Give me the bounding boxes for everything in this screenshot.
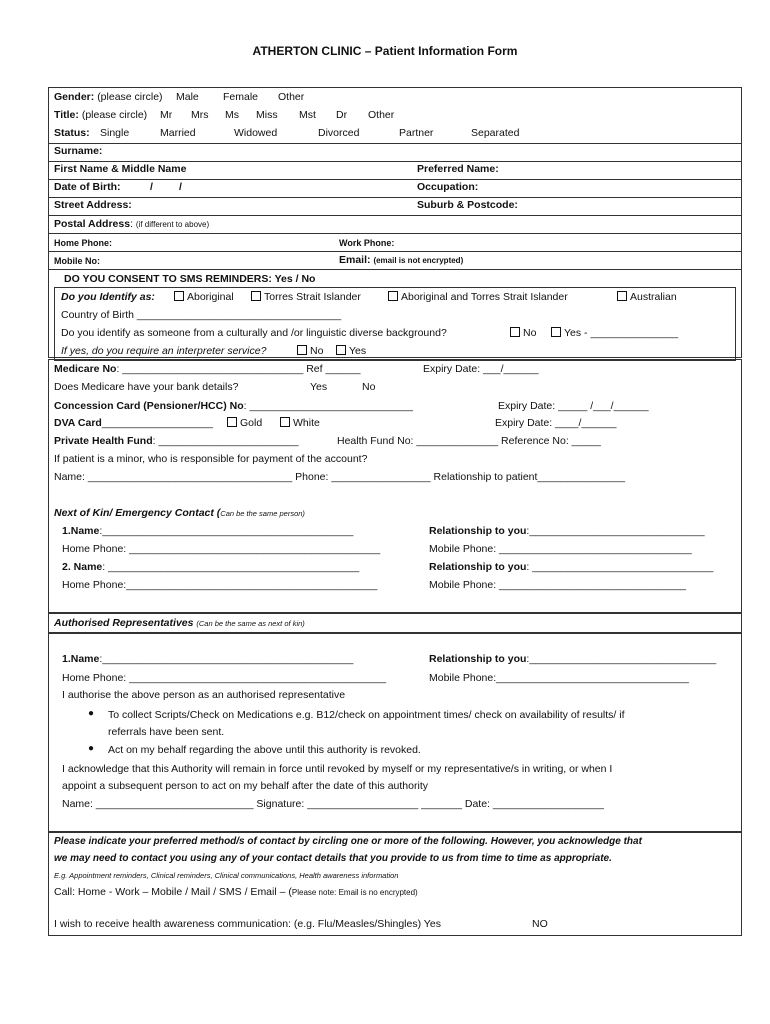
nok-name-2-label: 2. Name xyxy=(62,561,103,573)
minor-payer-field[interactable]: Name: ___________________________________ Phone: _________________ Relationship to patient_______________ xyxy=(54,471,626,483)
auth-mobile-phone-field[interactable]: Mobile Phone:_________________________________ xyxy=(429,672,689,684)
phf-line: : ________________________ xyxy=(152,435,299,447)
auth-rel-line: :________________________________ xyxy=(526,653,717,665)
dva-gold[interactable] xyxy=(227,416,262,430)
medicare-line: : _______________________________ Ref ______ xyxy=(116,363,361,375)
gender-row xyxy=(54,90,163,104)
identify-question: Do you Identify as: xyxy=(61,291,155,303)
nok-mobile-phone-1-field[interactable]: Mobile Phone: _________________________________ xyxy=(429,543,692,555)
identify-australian[interactable] xyxy=(617,290,677,304)
concession-expiry-field[interactable]: Expiry Date: _____ /___/______ xyxy=(498,400,649,412)
nok-home-phone-2-field[interactable]: Home Phone:___________________________________________ xyxy=(62,579,378,591)
nok-mobile-phone-2-field[interactable]: Mobile Phone: ________________________________ xyxy=(429,579,686,591)
title-hint: (please circle) xyxy=(81,109,148,121)
sms-consent[interactable]: DO YOU CONSENT TO SMS REMINDERS: Yes / No xyxy=(64,273,316,285)
mobile-field[interactable]: Mobile No: xyxy=(54,256,100,266)
cald-yes-label: Yes - _______________ xyxy=(564,327,679,339)
title-option-mrs[interactable]: Mrs xyxy=(191,109,209,121)
dva-field[interactable] xyxy=(54,416,213,430)
bullet-icon: ● xyxy=(88,708,95,719)
nok-name-1-line: :___________________________________________ xyxy=(99,525,354,537)
checkbox-icon[interactable] xyxy=(280,417,290,427)
dva-expiry-field[interactable]: Expiry Date: ____/______ xyxy=(495,417,617,429)
divider xyxy=(48,197,742,198)
auth-name-field[interactable] xyxy=(62,652,353,666)
postal-address-field[interactable] xyxy=(54,217,209,232)
bullet-icon: ● xyxy=(88,743,95,754)
nok-relationship-1-field[interactable] xyxy=(429,524,705,538)
auth-relationship-field[interactable] xyxy=(429,652,716,666)
concession-field[interactable] xyxy=(54,399,413,413)
health-fund-number-field[interactable]: Health Fund No: ______________ Reference No: _____ xyxy=(337,435,601,447)
status-option-divorced[interactable]: Divorced xyxy=(318,127,360,139)
nok-heading-note: Can be the same person) xyxy=(220,509,305,518)
status-option-married[interactable]: Married xyxy=(160,127,196,139)
email-note: (email is not encrypted) xyxy=(373,256,464,265)
contact-method-options[interactable] xyxy=(54,885,418,900)
gender-option-other[interactable]: Other xyxy=(278,91,305,103)
home-phone-field[interactable]: Home Phone: xyxy=(54,238,113,248)
next-of-kin-heading xyxy=(54,506,305,521)
nok-name-2-field[interactable] xyxy=(62,560,359,574)
postal-colon: : xyxy=(130,218,133,230)
identify-aboriginal[interactable] xyxy=(174,290,234,304)
concession-label: Concession Card (Pensioner/HCC) No xyxy=(54,400,244,412)
authorised-heading xyxy=(54,616,305,631)
postal-note: (if different to above) xyxy=(135,220,210,229)
medicare-label: Medicare No xyxy=(54,363,117,375)
interpreter-yes-label: Yes xyxy=(349,345,367,357)
email-label: Email: xyxy=(339,254,371,266)
title-label: Title: xyxy=(54,109,79,121)
nok-rel-2-label: Relationship to you xyxy=(429,561,527,573)
work-phone-field[interactable]: Work Phone: xyxy=(339,238,395,248)
status-option-widowed[interactable]: Widowed xyxy=(234,127,278,139)
cald-no-label: No xyxy=(523,327,537,339)
checkbox-icon[interactable] xyxy=(510,327,520,337)
contact-preference-text-1: Please indicate your preferred method/s of contact by circling one or more of the following. However, you acknowledge that xyxy=(54,836,642,847)
street-address-field[interactable]: Street Address: xyxy=(54,199,132,211)
minor-question: If patient is a minor, who is responsible for payment of the account? xyxy=(54,453,368,465)
cald-question: Do you identify as someone from a culturally and /or linguistic diverse background? xyxy=(61,327,447,339)
concession-line: : ____________________________ xyxy=(243,400,413,412)
divider xyxy=(48,143,742,144)
title-row xyxy=(54,108,147,122)
status-option-separated[interactable]: Separated xyxy=(471,127,520,139)
suburb-postcode-field[interactable]: Suburb & Postcode: xyxy=(417,199,518,211)
interpreter-yes[interactable] xyxy=(336,344,366,358)
gender-option-male[interactable]: Male xyxy=(176,91,199,103)
title-option-miss[interactable]: Miss xyxy=(256,109,278,121)
surname-field[interactable]: Surname: xyxy=(54,145,103,157)
dva-gold-label: Gold xyxy=(240,417,263,429)
auth-home-phone-field[interactable]: Home Phone: ____________________________________________ xyxy=(62,672,387,684)
nok-name-1-field[interactable] xyxy=(62,524,353,538)
auth-rel-label: Relationship to you xyxy=(429,653,527,665)
contact-methods: Call: Home - Work – Mobile / Mail / SMS / Email – ( xyxy=(54,886,292,898)
title-option-other[interactable]: Other xyxy=(368,109,395,121)
signature-field[interactable]: Name: ___________________________ Signature: ___________________ _______ Date: ___________________ xyxy=(62,798,604,810)
dob-field[interactable]: Date of Birth: xyxy=(54,181,121,193)
authority-item-2: Act on my behalf regarding the above until this authority is revoked. xyxy=(108,744,421,756)
medicare-expiry-field[interactable]: Expiry Date: ___/______ xyxy=(423,363,539,375)
checkbox-icon[interactable] xyxy=(617,291,627,301)
divider xyxy=(48,251,742,252)
acknowledgement-line-2: appoint a subsequent person to act on my behalf after the date of this authority xyxy=(62,780,428,792)
private-health-fund-field[interactable] xyxy=(54,434,299,448)
phf-label: Private Health Fund xyxy=(54,435,153,447)
nok-rel-2-line: : _______________________________ xyxy=(526,561,714,573)
bank-yes-option[interactable]: Yes xyxy=(310,381,328,393)
authority-item-1-cont: referrals have been sent. xyxy=(108,726,225,738)
email-field[interactable] xyxy=(339,253,463,268)
health-awareness-question[interactable]: I wish to receive health awareness communication: (e.g. Flu/Measles/Shingles) Yes xyxy=(54,918,441,930)
authorise-statement: I authorise the above person as an authorised representative xyxy=(62,689,346,701)
nok-relationship-2-field[interactable] xyxy=(429,560,713,574)
contact-examples: E.g. Appointment reminders, Clinical reminders, Clinical communications, Health awareness information xyxy=(54,871,399,880)
page-title: ATHERTON CLINIC – Patient Information Form xyxy=(252,44,518,58)
checkbox-icon[interactable] xyxy=(297,345,307,355)
identify-both[interactable] xyxy=(388,290,568,304)
authorised-heading-text: Authorised Representatives xyxy=(54,617,194,629)
status-option-single[interactable]: Single xyxy=(100,127,130,139)
country-of-birth-field[interactable]: Country of Birth ___________________________________ xyxy=(61,309,342,321)
identify-australian-label: Australian xyxy=(630,291,677,303)
dob-slash: / xyxy=(179,181,182,193)
first-name-field[interactable]: First Name & Middle Name xyxy=(54,163,187,175)
identify-torres-strait-label: Torres Strait Islander xyxy=(264,291,361,303)
nok-home-phone-1-field[interactable]: Home Phone: ___________________________________________ xyxy=(62,543,381,555)
nok-name-1-label: 1.Name xyxy=(62,525,100,537)
bank-details-question: Does Medicare have your bank details? xyxy=(54,381,239,393)
nok-rel-1-line: :______________________________ xyxy=(526,525,705,537)
nok-rel-1-label: Relationship to you xyxy=(429,525,527,537)
contact-preference-text-2: we may need to contact you using any of your contact details that you provide to us from time to time as appropriate. xyxy=(54,853,612,864)
cald-no[interactable] xyxy=(510,326,536,340)
gender-option-female[interactable]: Female xyxy=(223,91,259,103)
medicare-field[interactable] xyxy=(54,362,361,376)
checkbox-icon[interactable] xyxy=(227,417,237,427)
preferred-name-field[interactable]: Preferred Name: xyxy=(417,163,499,175)
dva-label: DVA Card xyxy=(54,417,102,429)
title-option-dr[interactable]: Dr xyxy=(336,109,348,121)
interpreter-no[interactable] xyxy=(297,344,323,358)
identify-torres-strait[interactable] xyxy=(251,290,361,304)
divider xyxy=(48,269,742,270)
gender-hint: (please circle) xyxy=(97,91,163,103)
divider xyxy=(48,215,742,216)
status-label: Status: xyxy=(54,127,90,139)
authorised-heading-note: (Can be the same as next of kin) xyxy=(196,619,305,628)
nok-heading-text: Next of Kin/ Emergency Contact ( xyxy=(54,507,221,519)
status-option-partner[interactable]: Partner xyxy=(399,127,434,139)
cald-yes[interactable] xyxy=(551,326,678,340)
dva-line: ___________________ xyxy=(101,417,213,429)
bank-no-option[interactable]: No xyxy=(362,381,376,393)
dva-white[interactable] xyxy=(280,416,320,430)
acknowledgement-line-1: I acknowledge that this Authority will remain in force until revoked by myself or my representative/s in writing, or when I xyxy=(62,763,613,775)
authority-item-1: To collect Scripts/Check on Medications e.g. B12/check on appointment times/ check on availability of results/ if xyxy=(108,709,625,721)
checkbox-icon[interactable] xyxy=(336,345,346,355)
checkbox-icon[interactable] xyxy=(174,291,184,301)
divider xyxy=(48,233,742,234)
identify-aboriginal-label: Aboriginal xyxy=(187,291,234,303)
auth-name-line: :___________________________________________ xyxy=(99,653,354,665)
gender-label: Gender: xyxy=(54,91,95,103)
checkbox-icon[interactable] xyxy=(388,291,398,301)
email-encryption-note: Please note: Email is no encrypted) xyxy=(291,888,418,897)
nok-name-2-line: : ___________________________________________ xyxy=(102,561,360,573)
title-option-mst[interactable]: Mst xyxy=(299,109,316,121)
billing-box xyxy=(48,359,742,614)
interpreter-no-label: No xyxy=(310,345,324,357)
checkbox-icon[interactable] xyxy=(251,291,261,301)
postal-label: Postal Address xyxy=(54,218,131,230)
title-option-ms[interactable]: Ms xyxy=(225,109,239,121)
interpreter-question: If yes, do you require an interpreter service? xyxy=(61,345,267,357)
checkbox-icon[interactable] xyxy=(551,327,561,337)
title-option-mr[interactable]: Mr xyxy=(160,109,173,121)
identify-both-label: Aboriginal and Torres Strait Islander xyxy=(401,291,568,303)
dva-white-label: White xyxy=(293,417,320,429)
dob-slash: / xyxy=(150,181,153,193)
occupation-field[interactable]: Occupation: xyxy=(417,181,479,193)
auth-name-label: 1.Name xyxy=(62,653,100,665)
health-awareness-no[interactable]: NO xyxy=(532,918,548,930)
